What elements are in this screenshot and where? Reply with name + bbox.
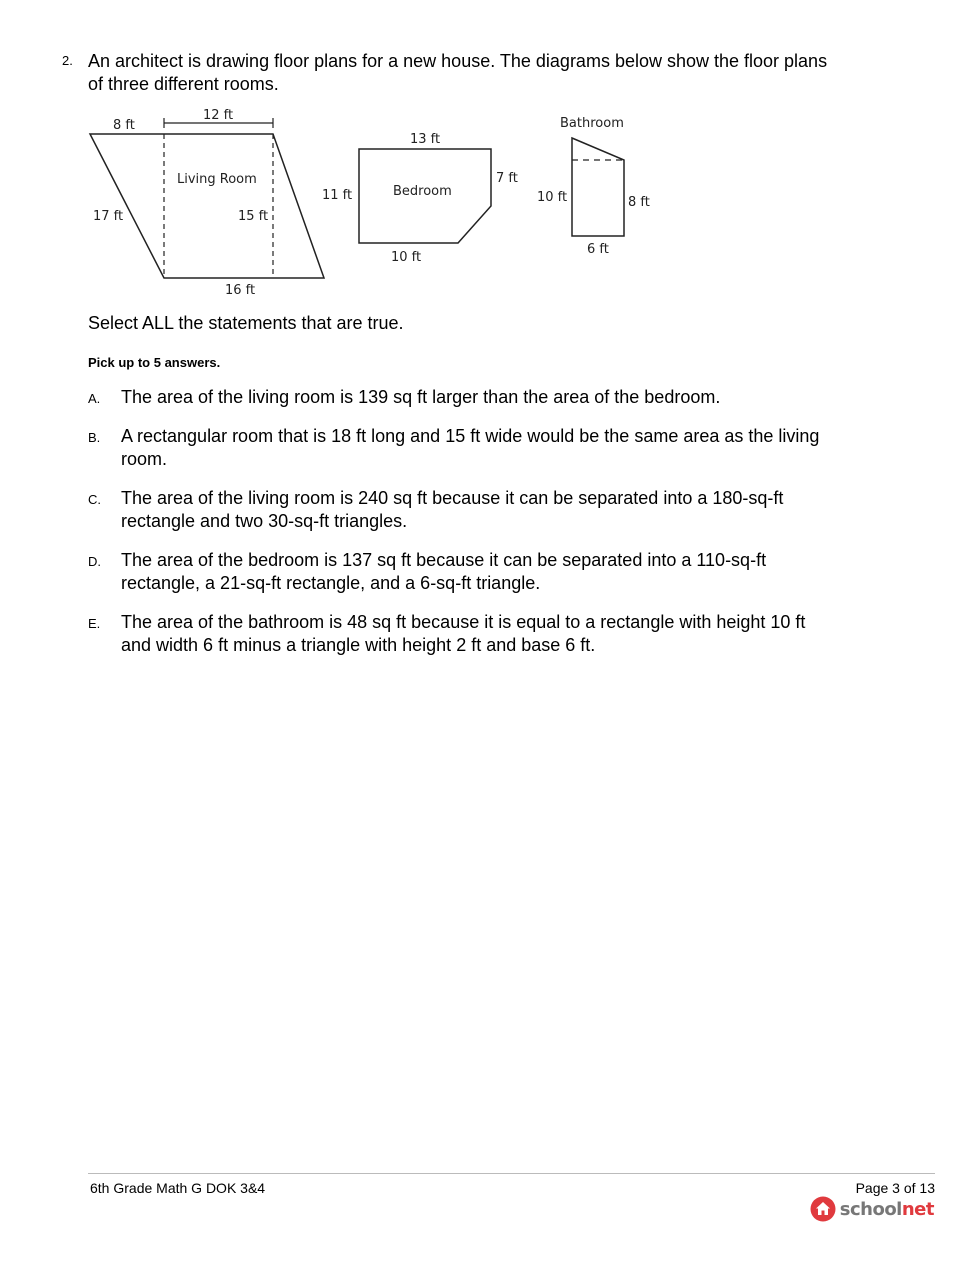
living-room-label: Living Room xyxy=(177,172,257,187)
page-number: Page 3 of 13 xyxy=(855,1180,935,1196)
answer-option-c[interactable] xyxy=(88,487,828,533)
answer-options xyxy=(88,386,828,673)
bathroom-left-label: 10 ft xyxy=(537,190,568,205)
bathroom-plan xyxy=(537,116,650,257)
option-letter: D. xyxy=(88,554,101,569)
bedroom-top-label: 13 ft xyxy=(410,132,441,147)
bedroom-plan xyxy=(322,132,518,265)
option-text: The area of the bedroom is 137 sq ft because it can be separated into a 110-sq-ft rectangle, a 21-sq-ft rectangle, and a 6-sq-ft triangle. xyxy=(121,550,767,593)
bedroom-right-label: 7 ft xyxy=(496,171,518,186)
option-text: The area of the living room is 240 sq ft because it can be separated into a 180-sq-ft rectangle and two 30-sq-ft triangles. xyxy=(121,488,784,531)
option-letter: A. xyxy=(88,391,101,406)
answer-option-a[interactable] xyxy=(88,386,828,409)
bathroom-label: Bathroom xyxy=(560,116,624,131)
logo-wordmark: schoolnet xyxy=(839,1198,934,1220)
living-slant-label: 17 ft xyxy=(93,209,124,224)
answer-option-b[interactable] xyxy=(88,425,828,471)
living-height-label: 15 ft xyxy=(238,209,269,224)
bedroom-left-label: 11 ft xyxy=(322,188,353,203)
answer-option-e[interactable] xyxy=(88,611,828,657)
house-icon xyxy=(810,1196,836,1222)
living-top-width-label: 12 ft xyxy=(203,108,234,123)
option-text: A rectangular room that is 18 ft long and 15 ft wide would be the same area as the living room. xyxy=(121,426,820,469)
bathroom-right-label: 8 ft xyxy=(628,195,650,210)
floor-plans-figure xyxy=(80,102,680,307)
pick-instruction: Pick up to 5 answers. xyxy=(88,355,221,370)
option-letter: C. xyxy=(88,492,101,507)
living-top-offset-label: 8 ft xyxy=(113,118,135,133)
option-text: The area of the living room is 139 sq ft larger than the area of the bedroom. xyxy=(121,387,721,407)
floor-plans-diagram xyxy=(80,102,680,307)
bedroom-label: Bedroom xyxy=(393,184,452,199)
bedroom-bottom-label: 10 ft xyxy=(391,250,422,265)
living-bottom-label: 16 ft xyxy=(225,283,256,298)
footer-divider xyxy=(88,1173,935,1174)
answer-option-d[interactable] xyxy=(88,549,828,595)
question-stem: An architect is drawing floor plans for a new house. The diagrams below show the floor plans of three different rooms. xyxy=(88,51,828,94)
schoolnet-logo xyxy=(810,1196,934,1222)
select-instruction: Select ALL the statements that are true. xyxy=(88,313,404,333)
footer-title: 6th Grade Math G DOK 3&4 xyxy=(90,1180,266,1196)
option-letter: B. xyxy=(88,430,101,445)
option-letter: E. xyxy=(88,616,101,631)
bathroom-bottom-label: 6 ft xyxy=(587,242,609,257)
living-room-plan xyxy=(90,108,324,298)
question-number: 2. xyxy=(62,53,73,68)
option-text: The area of the bathroom is 48 sq ft because it is equal to a rectangle with height 10 ft and width 6 ft minus a triangle with height 2 ft and base 6 ft. xyxy=(121,612,806,655)
